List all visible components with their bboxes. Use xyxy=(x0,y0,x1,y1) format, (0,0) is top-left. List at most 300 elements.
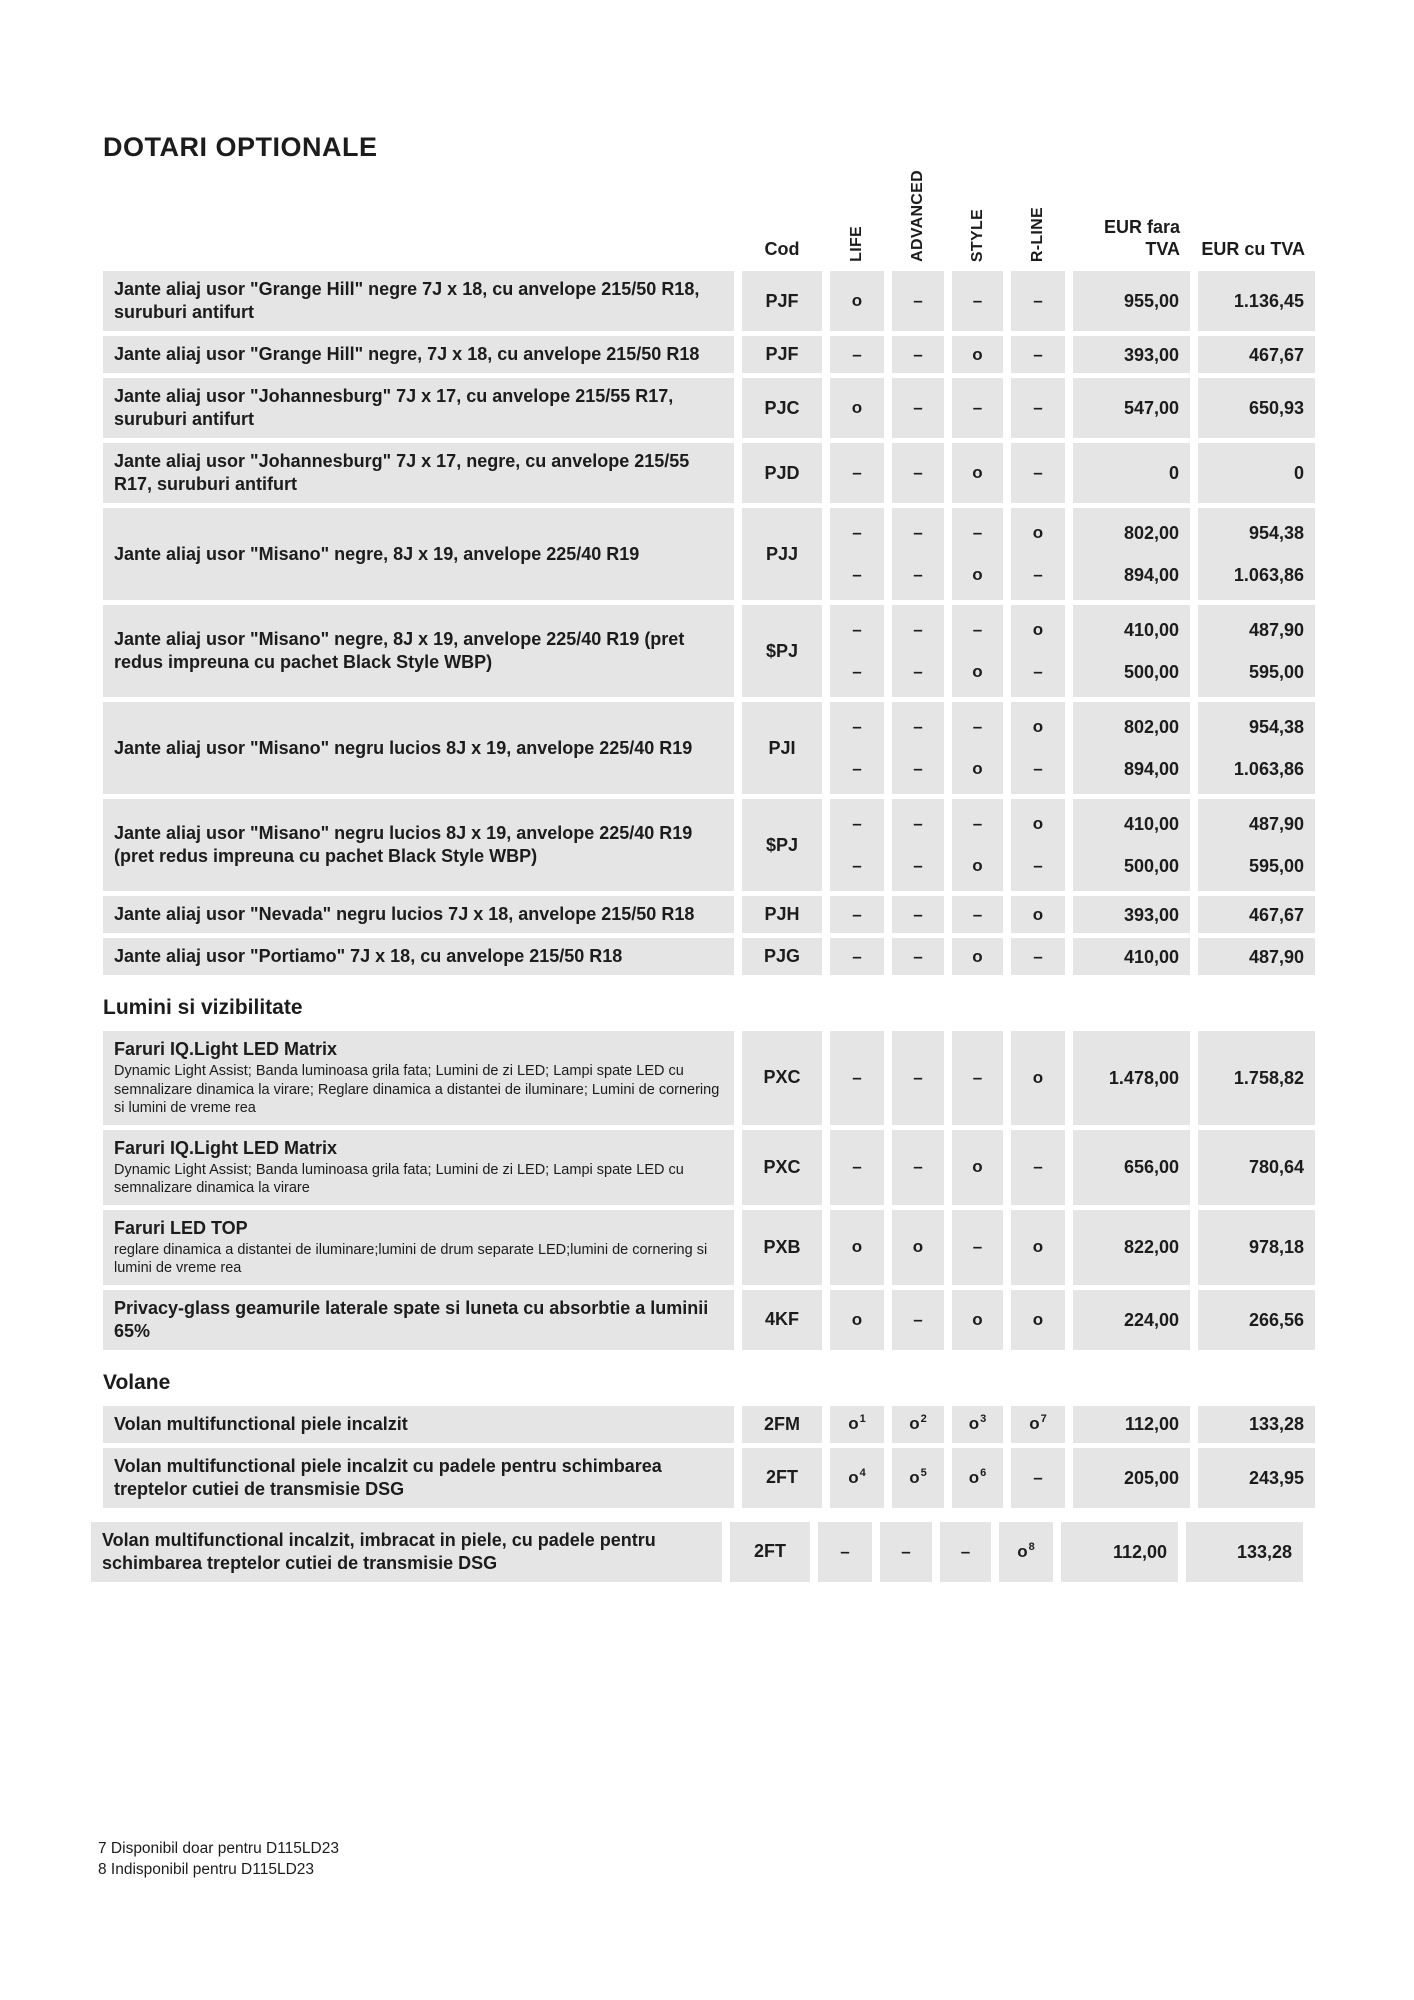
price-value: 205,00 xyxy=(1123,1467,1179,1488)
cell-cod: PJC xyxy=(742,378,822,438)
price-value: 955,00 xyxy=(1123,291,1179,311)
option-name: Faruri IQ.Light LED Matrix xyxy=(114,1137,338,1158)
cell-life xyxy=(830,1210,884,1285)
price-value: 802,00 xyxy=(1123,717,1179,737)
not-available-mark: – xyxy=(852,814,862,833)
not-available-mark: – xyxy=(1033,1467,1043,1487)
cell-description xyxy=(103,799,734,891)
cell-advanced xyxy=(892,896,944,933)
cell-life xyxy=(830,1448,884,1508)
availability-mark: o xyxy=(972,946,983,966)
cell-advanced xyxy=(892,702,944,794)
footnote-ref: 3 xyxy=(980,1413,987,1426)
cell-eur-cu-tva xyxy=(1198,1290,1315,1350)
cell-style xyxy=(952,1290,1003,1350)
not-available-mark: – xyxy=(852,463,862,482)
cell-cod: PJG xyxy=(742,938,822,975)
cell-life xyxy=(830,271,884,331)
cell-style xyxy=(952,799,1003,891)
cell-eur-fara-tva xyxy=(1073,896,1190,933)
price-value: 595,00 xyxy=(1248,856,1304,876)
cell-cod: 2FT xyxy=(730,1522,810,1582)
table-row xyxy=(103,508,1315,600)
cell-style xyxy=(952,1031,1003,1125)
price-value: 393,00 xyxy=(1123,344,1179,365)
not-available-mark: – xyxy=(852,904,862,924)
not-available-mark: – xyxy=(1033,946,1043,966)
cell-eur-cu-tva xyxy=(1198,702,1315,794)
cell-life xyxy=(830,605,884,697)
cell-advanced xyxy=(892,799,944,891)
cell-eur-cu-tva xyxy=(1198,605,1315,697)
cell-rline xyxy=(1011,1406,1065,1443)
cell-eur-cu-tva xyxy=(1198,271,1315,331)
not-available-mark: – xyxy=(913,662,923,681)
cell-eur-fara-tva xyxy=(1073,799,1190,891)
cell-life xyxy=(830,1130,884,1205)
cell-rline xyxy=(1011,271,1065,331)
price-value: 1.478,00 xyxy=(1108,1067,1179,1088)
cell-style xyxy=(940,1522,991,1582)
cell-eur-fara-tva xyxy=(1073,1031,1190,1125)
cell-cod: PJI xyxy=(742,702,822,794)
price-value: 266,56 xyxy=(1248,1309,1304,1330)
footnote-8: 8 Indisponibil pentru D115LD23 xyxy=(98,1861,315,1878)
price-value: 500,00 xyxy=(1123,662,1179,682)
cell-eur-fara-tva xyxy=(1073,1406,1190,1443)
cell-life xyxy=(830,1290,884,1350)
section-heading: Volane xyxy=(103,1370,171,1394)
option-name: Jante aliaj usor "Misano" negre, 8J x 19, anvelope 225/40 R19 xyxy=(114,543,640,564)
cell-life xyxy=(830,938,884,975)
price-value: 393,00 xyxy=(1123,904,1179,925)
cell-description xyxy=(103,605,734,697)
cell-rline xyxy=(1011,1210,1065,1285)
cell-advanced xyxy=(892,378,944,438)
footnotes xyxy=(98,1838,339,1880)
table-body xyxy=(103,271,1315,1582)
table-row xyxy=(103,443,1315,503)
table-row xyxy=(103,605,1315,697)
cell-style xyxy=(952,605,1003,697)
cell-rline xyxy=(1011,1448,1065,1508)
not-available-mark: – xyxy=(840,1541,850,1561)
cell-eur-fara-tva xyxy=(1073,605,1190,697)
option-details: Dynamic Light Assist; Banda luminoasa grila fata; Lumini de zi LED; Lampi spate LED cu semnalizare dinamica la virare xyxy=(114,1161,684,1196)
cell-life xyxy=(830,896,884,933)
price-value: 112,00 xyxy=(1112,1541,1167,1562)
not-available-mark: – xyxy=(852,856,862,875)
not-available-mark: – xyxy=(1033,1157,1043,1176)
table-row xyxy=(103,1210,1315,1285)
price-value: 547,00 xyxy=(1123,398,1179,418)
footnote-ref: 4 xyxy=(859,1466,866,1479)
not-available-mark: – xyxy=(913,1157,923,1176)
not-available-mark: – xyxy=(913,398,923,417)
cell-eur-fara-tva xyxy=(1073,1130,1190,1205)
price-value: 780,64 xyxy=(1248,1157,1304,1177)
price-value: 224,00 xyxy=(1123,1309,1179,1330)
table-row xyxy=(103,1406,1315,1443)
cell-life xyxy=(830,443,884,503)
cell-eur-cu-tva xyxy=(1198,378,1315,438)
cell-life xyxy=(830,336,884,373)
cell-eur-cu-tva xyxy=(1198,508,1315,600)
not-available-mark: – xyxy=(913,620,923,639)
not-available-mark: – xyxy=(1033,463,1043,482)
not-available-mark: – xyxy=(852,344,862,364)
table-row xyxy=(103,1031,1315,1125)
cell-description xyxy=(103,336,734,373)
price-value: 802,00 xyxy=(1123,523,1179,543)
cell-advanced xyxy=(892,1406,944,1443)
price-value: 978,18 xyxy=(1248,1237,1304,1257)
table-row xyxy=(103,896,1315,933)
availability-mark: o xyxy=(972,344,983,364)
option-name: Jante aliaj usor "Portiamo" 7J x 18, cu anvelope 215/50 R18 xyxy=(114,946,623,966)
footnote-ref: 8 xyxy=(1028,1540,1035,1553)
cell-cod: PJF xyxy=(742,271,822,331)
cell-eur-cu-tva xyxy=(1198,1406,1315,1443)
not-available-mark: – xyxy=(972,1237,983,1256)
price-value: 656,00 xyxy=(1123,1157,1179,1177)
cell-life xyxy=(818,1522,872,1582)
not-available-mark: – xyxy=(913,463,923,482)
availability-mark: o xyxy=(972,856,983,875)
table-row xyxy=(103,1290,1315,1350)
not-available-mark: – xyxy=(852,1157,862,1176)
availability-mark: $o^7$ xyxy=(1029,1413,1047,1433)
cell-life xyxy=(830,378,884,438)
cell-cod: PJD xyxy=(742,443,822,503)
cell-description xyxy=(103,443,734,503)
cell-style xyxy=(952,378,1003,438)
cell-description xyxy=(103,896,734,933)
cell-rline xyxy=(1011,378,1065,438)
not-available-mark: – xyxy=(972,523,983,542)
availability-mark: o xyxy=(851,1309,863,1329)
option-name: Jante aliaj usor "Misano" negre, 8J x 19, anvelope 225/40 R19 (pret redus impreuna cu pachet Black Style WBP) xyxy=(114,629,685,672)
not-available-mark: – xyxy=(913,523,923,542)
availability-mark: o xyxy=(972,463,983,482)
cell-cod: PXC xyxy=(742,1130,822,1205)
cell-eur-fara-tva xyxy=(1073,702,1190,794)
cell-eur-fara-tva xyxy=(1073,336,1190,373)
not-available-mark: – xyxy=(972,398,983,417)
not-available-mark: – xyxy=(972,904,983,924)
price-value: 467,67 xyxy=(1248,344,1304,365)
not-available-mark: – xyxy=(913,1067,923,1087)
column-header-advanced xyxy=(892,164,944,262)
cell-description xyxy=(103,1130,734,1205)
option-name: Jante aliaj usor "Grange Hill" negre 7J x 18, cu anvelope 215/50 R18, suruburi antifurt xyxy=(114,279,700,322)
not-available-mark: – xyxy=(913,814,923,833)
cell-advanced xyxy=(880,1522,932,1582)
cell-eur-cu-tva xyxy=(1198,336,1315,373)
cell-eur-cu-tva xyxy=(1198,1210,1315,1285)
not-available-mark: – xyxy=(913,1309,923,1329)
availability-mark: o xyxy=(1032,1237,1044,1256)
cell-rline xyxy=(1011,896,1065,933)
column-header-life xyxy=(830,164,884,262)
availability-mark: o xyxy=(1032,620,1044,639)
cell-description xyxy=(103,1031,734,1125)
cell-eur-cu-tva xyxy=(1198,1448,1315,1508)
availability-mark: o xyxy=(1032,904,1044,924)
cell-life xyxy=(830,1031,884,1125)
cell-cod: 2FM xyxy=(742,1406,822,1443)
cell-rline xyxy=(1011,508,1065,600)
cell-advanced xyxy=(892,1210,944,1285)
not-available-mark: – xyxy=(1033,662,1043,681)
cell-style xyxy=(952,1210,1003,1285)
cell-cod: 4KF xyxy=(742,1290,822,1350)
cell-life xyxy=(830,799,884,891)
option-name: Faruri IQ.Light LED Matrix xyxy=(114,1039,338,1059)
not-available-mark: – xyxy=(972,620,983,639)
price-value: 822,00 xyxy=(1123,1237,1179,1257)
cell-description xyxy=(103,378,734,438)
column-header-style-label: STYLE xyxy=(968,208,986,262)
not-available-mark: – xyxy=(913,759,923,778)
not-available-mark: – xyxy=(913,344,923,364)
cell-rline xyxy=(1011,605,1065,697)
cell-rline xyxy=(999,1522,1053,1582)
price-value: 133,28 xyxy=(1248,1414,1304,1434)
price-value: 243,95 xyxy=(1248,1467,1304,1488)
cell-eur-cu-tva xyxy=(1198,1031,1315,1125)
availability-mark: o xyxy=(972,565,983,584)
availability-mark: o xyxy=(851,1237,863,1256)
option-name: Jante aliaj usor "Misano" negru lucios 8J x 19, anvelope 225/40 R19 (pret redus impreuna cu pachet Black Style WBP) xyxy=(114,823,693,866)
option-details: Dynamic Light Assist; Banda luminoasa grila fata; Lumini de zi LED; Lampi spate LED cu semnalizare dinamica la virare; Reglare dinamica a distantei de iluminare; Lumini de cornering si lumini de vreme rea xyxy=(114,1063,720,1116)
option-name: Jante aliaj usor "Misano" negru lucios 8J x 19, anvelope 225/40 R19 xyxy=(114,737,693,758)
cell-eur-fara-tva xyxy=(1073,378,1190,438)
price-value: 133,28 xyxy=(1236,1541,1292,1562)
table-row xyxy=(103,378,1315,438)
price-value: 410,00 xyxy=(1123,620,1179,640)
option-name: Volan multifunctional piele incalzit xyxy=(114,1413,408,1434)
option-name: Jante aliaj usor "Johannesburg" 7J x 17, cu anvelope 215/55 R17, suruburi antifurt xyxy=(114,386,674,429)
column-header-style xyxy=(952,164,1003,262)
availability-mark: o xyxy=(851,398,863,417)
not-available-mark: – xyxy=(852,717,862,736)
price-value: 487,90 xyxy=(1248,814,1304,834)
cell-life xyxy=(830,702,884,794)
table-row xyxy=(103,1130,1315,1205)
cell-cod: PXB xyxy=(742,1210,822,1285)
cell-eur-fara-tva xyxy=(1073,1210,1190,1285)
cell-eur-cu-tva xyxy=(1198,938,1315,975)
price-value: 112,00 xyxy=(1124,1414,1179,1434)
not-available-mark: – xyxy=(1033,565,1043,584)
cell-description xyxy=(103,702,734,794)
table-row xyxy=(103,271,1315,331)
option-details: reglare dinamica a distantei de iluminare;lumini de drum separate LED;lumini de cornering si lumini de vreme rea xyxy=(114,1241,708,1276)
cell-rline xyxy=(1011,799,1065,891)
cell-style xyxy=(952,1406,1003,1443)
cell-eur-cu-tva xyxy=(1198,799,1315,891)
cell-style xyxy=(952,1130,1003,1205)
cell-description xyxy=(103,271,734,331)
table-row xyxy=(103,1448,1315,1508)
cell-eur-cu-tva xyxy=(1198,443,1315,503)
cell-rline xyxy=(1011,1290,1065,1350)
price-value: 467,67 xyxy=(1248,904,1304,925)
cell-description xyxy=(91,1522,722,1582)
section-heading: Lumini si vizibilitate xyxy=(103,996,303,1019)
availability-mark: $o^3$ xyxy=(968,1413,987,1433)
footnote-ref: 1 xyxy=(859,1413,866,1426)
cell-eur-fara-tva xyxy=(1061,1522,1178,1582)
option-name: Volan multifunctional piele incalzit cu padele pentru schimbarea treptelor cutiei de transmisie DSG xyxy=(114,1455,662,1499)
availability-mark: o xyxy=(851,291,863,310)
table-row xyxy=(103,938,1315,975)
availability-mark: o xyxy=(972,662,983,681)
availability-mark: $o^4$ xyxy=(848,1466,866,1487)
cell-style xyxy=(952,508,1003,600)
price-value: 894,00 xyxy=(1123,565,1179,585)
availability-mark: o xyxy=(1032,717,1044,736)
not-available-mark: – xyxy=(972,1067,983,1087)
not-available-mark: – xyxy=(913,291,923,310)
table-row xyxy=(103,799,1315,891)
cell-description xyxy=(103,1290,734,1350)
price-value: 410,00 xyxy=(1123,814,1179,834)
not-available-mark: – xyxy=(852,523,862,542)
price-value: 1.758,82 xyxy=(1233,1067,1304,1088)
availability-mark: o xyxy=(1032,1067,1044,1087)
availability-mark: o xyxy=(972,759,983,778)
column-header-rline xyxy=(1011,164,1065,262)
option-name: Volan multifunctional incalzit, imbracat in piele, cu padele pentru schimbarea treptelor cutiei de transmisie DSG xyxy=(102,1529,656,1573)
not-available-mark: – xyxy=(1033,291,1043,310)
not-available-mark: – xyxy=(913,946,923,966)
cell-cod: PJF xyxy=(742,336,822,373)
cell-advanced xyxy=(892,1031,944,1125)
option-name: Privacy-glass geamurile laterale spate si luneta cu absorbtie a luminii 65% xyxy=(114,1297,709,1341)
price-value: 595,00 xyxy=(1248,662,1304,682)
cell-eur-fara-tva xyxy=(1073,938,1190,975)
price-value: 0 xyxy=(1168,463,1179,483)
not-available-mark: – xyxy=(913,717,923,736)
cell-cod: $PJ xyxy=(742,799,822,891)
price-value: 500,00 xyxy=(1123,856,1179,876)
not-available-mark: – xyxy=(972,717,983,736)
not-available-mark: – xyxy=(1033,759,1043,778)
cell-cod: $PJ xyxy=(742,605,822,697)
table-row xyxy=(91,1522,1315,1582)
option-name: Jante aliaj usor "Nevada" negru lucios 7J x 18, anvelope 215/50 R18 xyxy=(114,904,695,924)
not-available-mark: – xyxy=(913,904,923,924)
column-header-eur-fara-tva: EUR fara TVA xyxy=(1103,217,1180,259)
price-value: 954,38 xyxy=(1248,523,1304,543)
column-header-advanced-label: ADVANCED xyxy=(909,170,926,262)
not-available-mark: – xyxy=(1033,398,1043,417)
cell-eur-fara-tva xyxy=(1073,1290,1190,1350)
not-available-mark: – xyxy=(852,1067,862,1087)
availability-mark: o xyxy=(972,1309,983,1329)
column-header-eur-cu-tva: EUR cu TVA xyxy=(1201,239,1305,259)
cell-advanced xyxy=(892,1290,944,1350)
cell-style xyxy=(952,443,1003,503)
cell-cod: PXC xyxy=(742,1031,822,1125)
price-value: 894,00 xyxy=(1123,759,1179,779)
availability-mark: o xyxy=(912,1237,924,1256)
footnote-ref: 2 xyxy=(920,1413,927,1426)
price-value: 1.136,45 xyxy=(1233,291,1304,311)
cell-advanced xyxy=(892,1130,944,1205)
column-header-rline-label: R-LINE xyxy=(1029,206,1046,262)
cell-advanced xyxy=(892,508,944,600)
not-available-mark: – xyxy=(1033,344,1043,364)
availability-mark: $o^5$ xyxy=(909,1466,927,1487)
not-available-mark: – xyxy=(852,620,862,639)
cell-advanced xyxy=(892,443,944,503)
cell-rline xyxy=(1011,938,1065,975)
footnote-7: 7 Disponibil doar pentru D115LD23 xyxy=(98,1840,339,1857)
cell-advanced xyxy=(892,605,944,697)
table-row xyxy=(103,336,1315,373)
availability-mark: $o^6$ xyxy=(968,1466,987,1487)
cell-advanced xyxy=(892,1448,944,1508)
cell-description xyxy=(103,1210,734,1285)
not-available-mark: – xyxy=(913,565,923,584)
cell-rline xyxy=(1011,336,1065,373)
price-value: 487,90 xyxy=(1248,946,1304,967)
availability-mark: o xyxy=(972,1157,983,1176)
availability-mark: o xyxy=(1032,523,1044,542)
cell-rline xyxy=(1011,443,1065,503)
cell-style xyxy=(952,702,1003,794)
price-value: 1.063,86 xyxy=(1233,759,1304,779)
not-available-mark: – xyxy=(852,565,862,584)
not-available-mark: – xyxy=(852,759,862,778)
options-table xyxy=(103,164,1315,1582)
column-header-life-label: LIFE xyxy=(848,226,865,262)
cell-rline xyxy=(1011,1031,1065,1125)
option-name: Faruri LED TOP xyxy=(114,1217,248,1238)
price-value: 954,38 xyxy=(1248,717,1304,737)
cell-style xyxy=(952,336,1003,373)
cell-advanced xyxy=(892,336,944,373)
cell-rline xyxy=(1011,702,1065,794)
price-value: 1.063,86 xyxy=(1233,565,1304,585)
cell-cod: PJH xyxy=(742,896,822,933)
not-available-mark: – xyxy=(913,856,923,875)
not-available-mark: – xyxy=(901,1541,911,1561)
cell-eur-cu-tva xyxy=(1186,1522,1303,1582)
footnote-ref: 5 xyxy=(920,1466,927,1479)
cell-style xyxy=(952,1448,1003,1508)
cell-eur-fara-tva xyxy=(1073,443,1190,503)
price-value: 410,00 xyxy=(1123,946,1179,967)
cell-advanced xyxy=(892,271,944,331)
price-value: 0 xyxy=(1293,463,1304,483)
cell-description xyxy=(103,938,734,975)
not-available-mark: – xyxy=(852,662,862,681)
footnote-ref: 6 xyxy=(980,1466,987,1479)
not-available-mark: – xyxy=(960,1541,971,1561)
cell-style xyxy=(952,896,1003,933)
cell-eur-cu-tva xyxy=(1198,896,1315,933)
page-title: DOTARI OPTIONALE xyxy=(103,132,378,162)
cell-advanced xyxy=(892,938,944,975)
cell-life xyxy=(830,508,884,600)
availability-mark: o xyxy=(1032,1309,1044,1329)
cell-style xyxy=(952,938,1003,975)
cell-eur-fara-tva xyxy=(1073,1448,1190,1508)
